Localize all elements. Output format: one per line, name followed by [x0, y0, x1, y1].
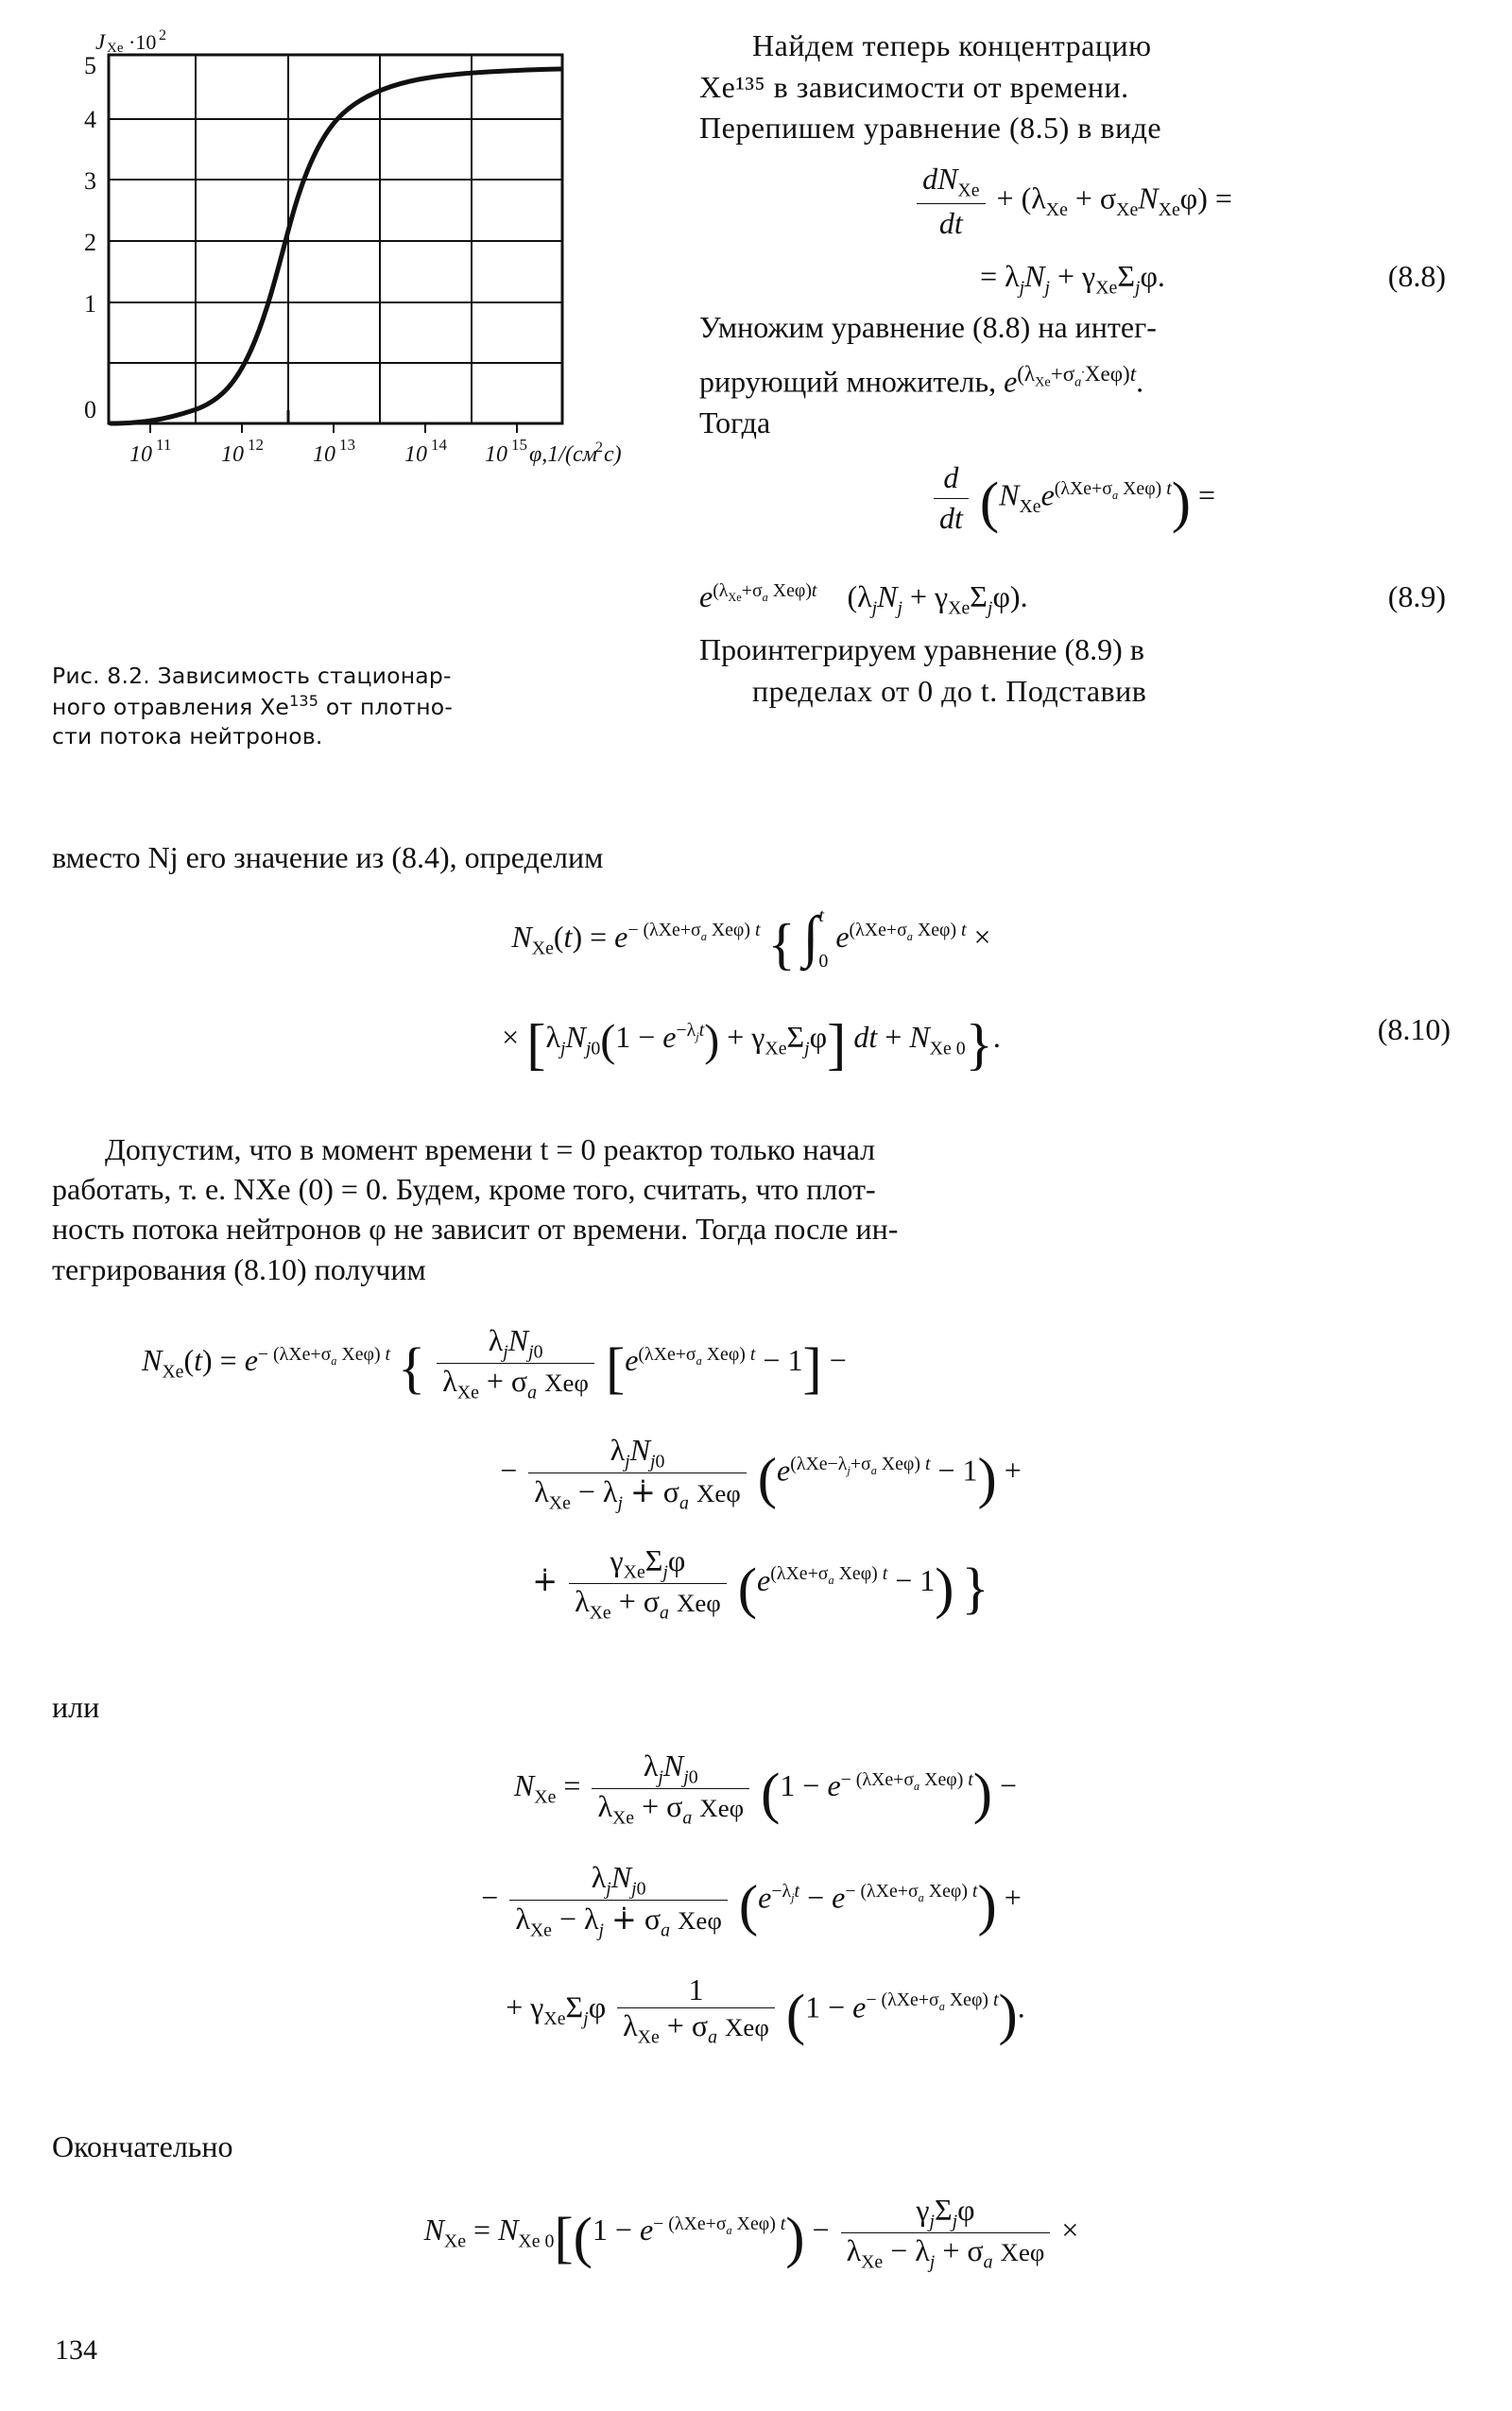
- right-text-column: [699, 26, 1446, 714]
- equation-8-9: $e^{(\lambda_{Xe}+\sigma_a Xe\varphi)t}$ $(\lambda_jN_j + \gamma_{Xe}\Sigma_j\varphi)$. (8.9): [699, 579, 1446, 619]
- svg-text:5: 5: [84, 52, 96, 79]
- equation-8-8-tag: (8.8): [1387, 258, 1446, 293]
- svg-text:15: 15: [511, 436, 527, 454]
- equation-nxe-expanded: $N_{Xe}(t) = e^{- (\lambda Xe+\sigma_a Xe\varphi) t}$ { $\frac{\lambda_jN_{j0}}{\lambda_{Xe} + \sigma_a Xe\varphi}$ $[e^{(\lambda Xe+\sigma_a Xe\varphi) t} - 1]$ − − $\frac{\lambda_jN_{j0}}{\lambda_{Xe} - \lambda_j ∔ \sigma_a Xe\varphi}$ $(e^{(\lambda Xe-\lambda_j+\sigma_a Xe\varphi) t} - 1)$ + ∔ $\frac{\gamma_{Xe}\Sigma_j\varphi}{\lambda_{Xe} + \sigma_a Xe\varphi}$ $(e^{(\lambda Xe+\sigma_a Xe\varphi) t} - 1)$ }: [142, 1323, 1022, 1624]
- body-ili: [52, 1687, 1451, 1727]
- body-line-after-figure: [52, 837, 1451, 877]
- rcol-p2-line3: Тогда: [699, 405, 771, 440]
- body-ili-text: или: [52, 1690, 100, 1724]
- svg-text:12: 12: [248, 436, 264, 454]
- rcol-p3-line2: пределах от 0 до t. Подставив: [752, 674, 1147, 709]
- svg-text:11: 11: [156, 436, 172, 454]
- rcol-p3-line1: Проинтегрируем уравнение (8.9) в: [699, 632, 1144, 667]
- svg-text:Xe: Xe: [107, 41, 124, 56]
- body-p2-line2: работать, т. е. NXe (0) = 0. Будем, кроме того, считать, что плот-: [52, 1172, 876, 1207]
- equation-nxe-final-form: $N_{Xe}$ = $\frac{\lambda_jN_{j0}}{\lambda_{Xe} + \sigma_a Xe\varphi}$ $(1 - e^{- (\lambda Xe+\sigma_a Xe\varphi) t})$ − − $\frac{\lambda_jN_{j0}}{\lambda_{Xe} - \lambda_j ∔ \sigma_a Xe\varphi}$ $(e^{-\lambda_jt} - e^{- (\lambda Xe+\sigma_a Xe\varphi) t})$ + + $\gamma_{Xe}\Sigma_j\varphi$ $\frac{1}{\lambda_{Xe} + \sigma_a Xe\varphi}$ $(1 - e^{- (\lambda Xe+\sigma_a Xe\varphi) t})$.: [481, 1748, 1025, 2047]
- page-number: 134: [55, 2334, 97, 2366]
- figure-caption: [52, 662, 657, 752]
- rcol-p2-line2: рирующий множитель, $e^{(\lambda_{Xe}+\sigma_a^.Xe\varphi)t}$.: [699, 361, 1144, 399]
- equation-8-8-line2: = $\lambda_jN_j + \gamma_{Xe}\Sigma_j\varphi$. (8.8): [980, 258, 1446, 298]
- caption-line-2: ного отравления Хе: [52, 694, 290, 721]
- svg-text:2: 2: [159, 28, 166, 43]
- equation-integrating-factor: $\frac{d}{dt}$ $(N_{Xe}e^{(\lambda Xe+\sigma_a Xe\varphi) t})$ =: [699, 458, 1446, 540]
- body-okonchatelno: [52, 2127, 1451, 2166]
- svg-text:4: 4: [84, 106, 96, 133]
- svg-text:3: 3: [84, 167, 96, 195]
- rcol-p2-line1: Умножим уравнение (8.8) на интег-: [699, 309, 1157, 344]
- equation-final: $N_{Xe} = N_{Xe 0}[(1 - e^{- (\lambda Xe+\sigma_a Xe\varphi) t})$ − $\frac{\gamma_j\Sigma_j\varphi}{\lambda_{Xe} - \lambda_j + \sigma_a Xe\varphi}$ ×: [423, 2193, 1079, 2273]
- rcol-p1-line3: Перепишем уравнение (8.5) в виде: [699, 111, 1162, 146]
- caption-line-2-tail: от плотно-: [318, 694, 454, 721]
- caption-isotope-sup: 135: [289, 692, 319, 711]
- equation-8-9-tag: (8.9): [1387, 579, 1446, 614]
- body-p2-line1: Допустим, что в момент времени t = 0 реактор только начал: [105, 1132, 876, 1166]
- svg-text:·10: ·10: [129, 30, 157, 54]
- svg-text:2: 2: [595, 439, 603, 456]
- body-p2-line4: тегрирования (8.10) получим: [52, 1251, 426, 1286]
- svg-text:10: 10: [129, 442, 152, 467]
- rcol-p1-line1: Найдем теперь концентрацию: [752, 28, 1152, 62]
- body-paragraph-2: [52, 1129, 1451, 1289]
- equation-8-10: $N_{Xe}(t) = e^{- (\lambda Xe+\sigma_a Xe\varphi) t}$ { ∫ t 0 $e^{(\lambda Xe+\sigma_a Xe\varphi) t}$ × × $[\lambda_jN_{j0}(1 - e^{-\lambda_jt}) + \gamma_{Xe}\Sigma_j\varphi]$ dt + $N_{Xe 0}$}. (8.10): [502, 905, 1451, 1076]
- equation-8-10-tag: (8.10): [1377, 1012, 1451, 1046]
- svg-text:φ,1/(см: φ,1/(см: [529, 442, 597, 467]
- svg-text:с): с): [604, 442, 622, 467]
- svg-text:10: 10: [485, 442, 507, 467]
- figure-8-2: [52, 28, 657, 643]
- svg-text:10: 10: [313, 442, 335, 467]
- caption-line-1: Рис. 8.2. Зависимость стационар-: [52, 663, 452, 689]
- body-okonchatelno-text: Окончательно: [52, 2129, 233, 2163]
- svg-text:1: 1: [84, 290, 96, 318]
- svg-text:0: 0: [84, 396, 96, 423]
- svg-text:13: 13: [339, 436, 355, 454]
- figure-plot-area: [52, 28, 630, 643]
- rcol-p2-line2-text: рирующий множитель,: [699, 364, 997, 399]
- equation-8-8-line1: $\frac{dN_{Xe}}{dt}$ + $(\lambda_{Xe} + \sigma_{Xe}N_{Xe}\varphi)$ =: [699, 160, 1446, 244]
- svg-text:10: 10: [404, 442, 427, 467]
- body-p2-line3: ность потока нейтронов φ не зависит от времени. Тогда после ин-: [52, 1212, 899, 1247]
- svg-text:14: 14: [431, 436, 447, 454]
- svg-text:2: 2: [84, 229, 96, 256]
- svg-text:J: J: [95, 30, 106, 54]
- rcol-p1-line2: Хе¹³⁵ в зависимости от времени.: [699, 69, 1129, 104]
- svg-text:10: 10: [221, 442, 244, 467]
- xenon-poisoning-chart: [52, 28, 630, 652]
- caption-line-3: сти потока нейтронов.: [52, 723, 323, 750]
- body-after-fig-text: вместо Nj его значение из (8.4), определим: [52, 840, 604, 874]
